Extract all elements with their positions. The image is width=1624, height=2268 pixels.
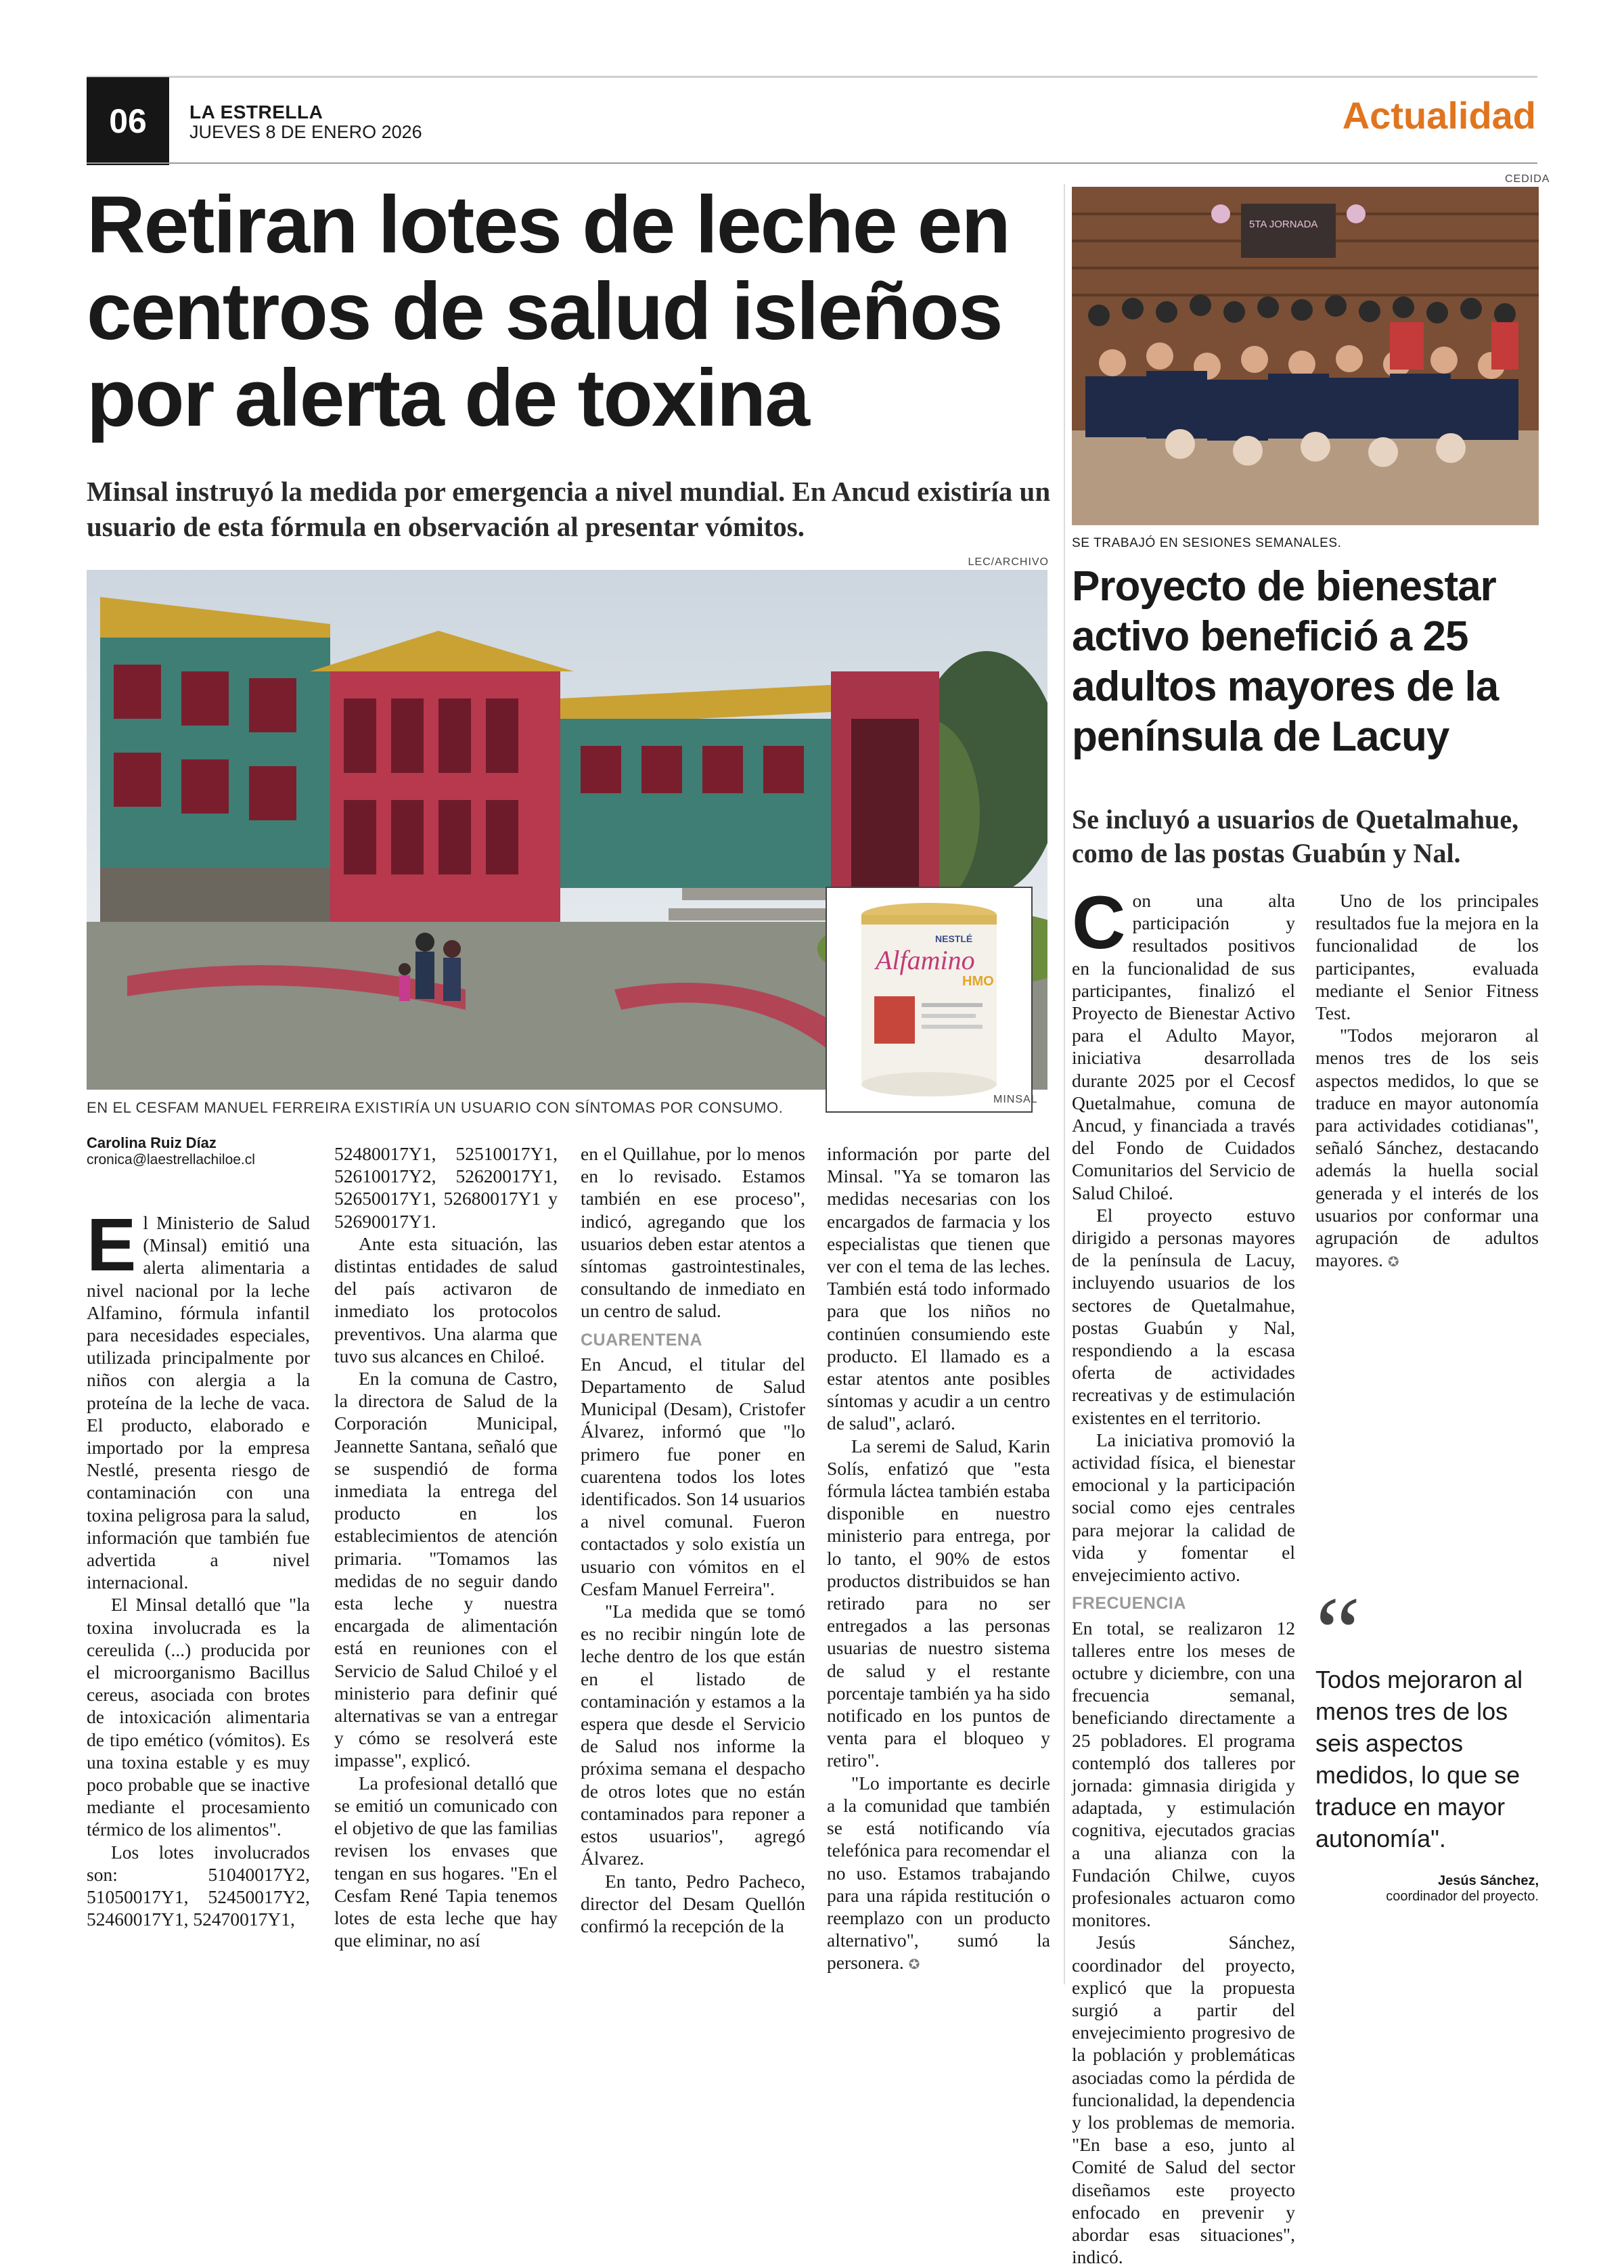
main-photo-caption: EN EL CESFAM MANUEL FERREIRA EXISTIRÍA UN USUARIO CON SÍNTOMAS POR CONSUMO. — [87, 1099, 784, 1116]
side-drop-cap: C — [1072, 881, 1126, 964]
article-paragraph: El proyecto estuvo dirigido a personas mayores de la península de Lacuy, incluyendo usuarios de los sectores de Quetalmahue, postas Guabún y Nal, respondiendo a la escasa oferta de actividades recreativas y de estimulación existentes en el territorio. — [1072, 1204, 1295, 1428]
article-paragraph: Uno de los principales resultados fue la mejora en la funcionalidad de los participantes, evaluada mediante el Senior Fitness Test. — [1315, 890, 1539, 1024]
side-deck: Se incluyó a usuarios de Quetalmahue, como de las postas Guabún y Nal. — [1072, 804, 1519, 868]
article-column-2 — [334, 1142, 558, 1951]
group-illustration — [1072, 187, 1539, 525]
section-title: Actualidad — [1342, 94, 1536, 137]
article-paragraph: información por parte del Minsal. "Ya se tomaron las medidas necesarias con los encargados de farmacia y los especialistas que tienen que ver con el tema de las leches. También está todo informado para que los niños no continúen consumiendo este producto. El llamado es a estar atentos ante posibles síntomas y acudir a un centro de salud", aclaró. — [827, 1143, 1050, 1434]
issue-date: JUEVES 8 DE ENERO 2026 — [189, 122, 422, 142]
article-paragraph: Jesús Sánchez, coordinador del proyecto, explicó que la propuesta surgió a partir del envejecimiento progresivo de la población y problemáticas asociadas como la pérdida de funcionalidad, la dependencia y los problemas de memoria. "En base a eso, junto al Comité de Salud del sector diseñamos este proyecto enfocado en prevenir y abordar esas situaciones", indicó. — [1072, 1932, 1295, 2268]
product-photo-credit: MINSAL — [993, 1094, 1038, 1105]
article-column-1 — [87, 1203, 310, 1931]
article-paragraph: La iniciativa promovió la actividad física, el bienestar emocional y la participación social como ejes centrales para mejorar la calidad de vida y fomentar el envejecimiento activo. — [1072, 1429, 1295, 1586]
main-photo-credit: LEC/ARCHIVO — [968, 556, 1049, 568]
top-rule — [87, 76, 1537, 78]
main-headline: Retiran lotes de leche en centros de salud isleños por alerta de toxina — [87, 179, 1010, 443]
product-sub: HMO — [962, 974, 994, 989]
subhead-cuarentena: CUARENTENA — [581, 1330, 702, 1350]
article-paragraph: La seremi de Salud, Karin Solís, enfatizó que "esta fórmula láctea también estaba disponible en nuestro ministerio para entrega, por lo tanto, el 90% de estos productos distribuidos se han retirado para no ser entregados a las personas usuarias de nuestro sistema de salud y el restante porcentaje también ya ha sido notificado en los puntos de venta para el bloqueo y retiro". — [827, 1435, 1050, 1771]
page-number: 06 — [87, 77, 169, 165]
side-photo-credit: CEDIDA — [1505, 173, 1550, 185]
newspaper-name: LA ESTRELLA — [189, 102, 323, 123]
side-column-1 — [1072, 881, 1295, 2268]
article-paragraph: En Ancud, el titular del Departamento de Salud Municipal (Desam), Cristofer Álvarez, informó que "lo primero fue poner en cuarentena todos los lotes identificados. Son 14 usuarios a nivel comunal. Fueron contactados y solo existía un usuario con vómitos en el Cesfam Manuel Ferreira". — [581, 1353, 805, 1599]
product-brand: NESTLÉ — [935, 933, 973, 944]
header-rule — [87, 162, 1537, 164]
article-paragraph: En tanto, Pedro Pacheco, director del Desam Quellón confirmó la recepción de la — [581, 1870, 805, 1936]
article-paragraph: En total, se realizaron 12 talleres entre los meses de octubre y diciembre, con una frecuencia semanal, beneficiando directamente a 25 pobladores. El programa contempló dos talleres por jornada: gimnasia dirigida y adaptada, y estimulación cognitiva, ejecutados gracias a una alianza con la Fundación Chilwe, cuyos profesionales actuaron como monitores. — [1072, 1617, 1295, 1931]
column-divider — [1064, 184, 1065, 1984]
article-paragraph: Ante esta situación, las distintas entidades de salud del país activaron de inmediato los protocolos preventivos. Una alarma que tuvo sus alcances en Chiloé. — [334, 1232, 558, 1366]
pull-quote-author: Jesús Sánchez, — [1438, 1873, 1539, 1888]
article-paragraph: 52480017Y1, 52510017Y1, 52610017Y2, 52620017Y1, 52650017Y1, 52680017Y1 y 52690017Y1. — [334, 1143, 558, 1232]
end-mark-icon: ✪ — [908, 1956, 920, 1973]
side-photo-caption: SE TRABAJÓ EN SESIONES SEMANALES. — [1072, 536, 1342, 550]
main-deck: Minsal instruyó la medida por emergencia a nivel mundial. En Ancud existiría un usuario de esta fórmula en observación al presentar vómitos. — [87, 476, 1051, 542]
article-paragraph: "Lo importante es decirle a la comunidad que también se está notificando vía telefónica para recomendar el no uso. Estamos trabajando para una rápida restitución o reemplazo con un producto alternativo", sumó la personera. ✪ — [827, 1772, 1050, 1974]
article-paragraph: El Minsal detalló que "la toxina involucrada es la cereulida (...) producida por el microorganismo Bacillus cereus, asociada con brotes de intoxicación alimentaria de tipo emético (vómitos). Es una toxina estable y es muy poco probable que se inactive mediante el procesamiento térmico de los alimentos". — [87, 1594, 310, 1840]
banner-text: 5TA JORNADA — [1249, 219, 1318, 230]
side-headline: Proyecto de bienestar activo benefició a 25 adultos mayores de la península de Lacuy — [1072, 563, 1499, 760]
pull-quote — [1315, 1576, 1539, 1905]
article-paragraph: "Todos mejoraron al menos tres de los seis aspectos medidos, lo que se traduce en mayor autonomía para actividades cotidianas", señaló Sánchez, destacando además la huella social generada y el interés de los usuarios por conformar una agrupación de adultos mayores. ✪ — [1315, 1025, 1539, 1271]
pull-quote-text: Todos mejoraron al menos tres de los seis aspectos medidos, lo que se traduce en mayor autonomía". — [1315, 1666, 1523, 1852]
article-paragraph: Los lotes involucrados son: 51040017Y2, 51050017Y1, 52450017Y2, 52460017Y1, 52470017Y1, — [87, 1841, 310, 1930]
drop-cap: E — [87, 1203, 137, 1287]
article-paragraph: El Ministerio de Salud (Minsal) emitió una alerta alimentaria a nivel nacional por la leche Alfamino, fórmula infantil para necesidades especiales, utilizada principalmente por niños con alergia a la proteína de la leche de vaca. El producto, elaborado e importado por la empresa Nestlé, presenta riesgo de contaminación con una toxina peligrosa para la salud, información que también fue advertida a nivel internacional. — [87, 1203, 310, 1593]
product-inset-photo — [826, 887, 1033, 1113]
subhead-frecuencia: FRECUENCIA — [1072, 1594, 1186, 1614]
article-paragraph: La profesional detalló que se emitió un comunicado con el objetivo de que las familias revisen los envases que tengan en sus hogares. "En el Cesfam René Tapia tenemos lotes de esta leche que hay que eliminar, no así — [334, 1772, 558, 1951]
article-column-3 — [581, 1142, 805, 1937]
group-photo — [1072, 187, 1539, 525]
article-column-4 — [827, 1142, 1050, 1976]
end-mark-icon: ✪ — [1387, 1253, 1399, 1270]
article-paragraph: Con una alta participación y resultados positivos en la funcionalidad de sus participantes, finalizó el Proyecto de Bienestar Activo para el Adulto Mayor, iniciativa desarrollada durante 2025 por el Cecosf Quetalmahue, comuna de Ancud, y financiada a través del Fondo de Cuidados Comunitarios del Servicio de Salud Chiloé. — [1072, 881, 1295, 1203]
pull-quote-role: coordinador del proyecto. — [1386, 1889, 1539, 1904]
quote-mark-icon: “ — [1315, 1576, 1361, 1689]
byline-author: Carolina Ruiz Díaz — [87, 1134, 217, 1151]
article-paragraph: en el Quillahue, por lo menos en lo revisado. Estamos también en ese proceso", indicó, agregando que los usuarios deben estar atentos a síntomas gastrointestinales, consultando de inmediato en un centro de salud. — [581, 1143, 805, 1322]
product-name: Alfamino — [876, 945, 975, 975]
byline-email: cronica@laestrellachiloe.cl — [87, 1152, 255, 1168]
article-paragraph: "La medida que se tomó es no recibir ningún lote de leche dentro de los que están en el listado de contaminación y estamos a la espera que desde el Servicio de Salud nos informe la próxima semana el despacho de otros lotes que no están contaminados para reponer a estos usuarios", agregó Álvarez. — [581, 1601, 805, 1869]
alfamino-can-illustration — [827, 888, 1031, 1111]
article-paragraph: En la comuna de Castro, la directora de Salud de la Corporación Municipal, Jeannette Santana, señaló que se suspendió de forma inmediata la entrega del producto en los establecimientos de atención primaria. "Tomamos las medidas de no seguir dando esta leche y nuestra encargada de alimentación está en reuniones con el Servicio de Salud Chiloé y el ministerio para definir qué alternativas se van a entregar y cómo se resolverá este impasse", explicó. — [334, 1368, 558, 1771]
side-column-2 — [1315, 889, 1539, 1273]
